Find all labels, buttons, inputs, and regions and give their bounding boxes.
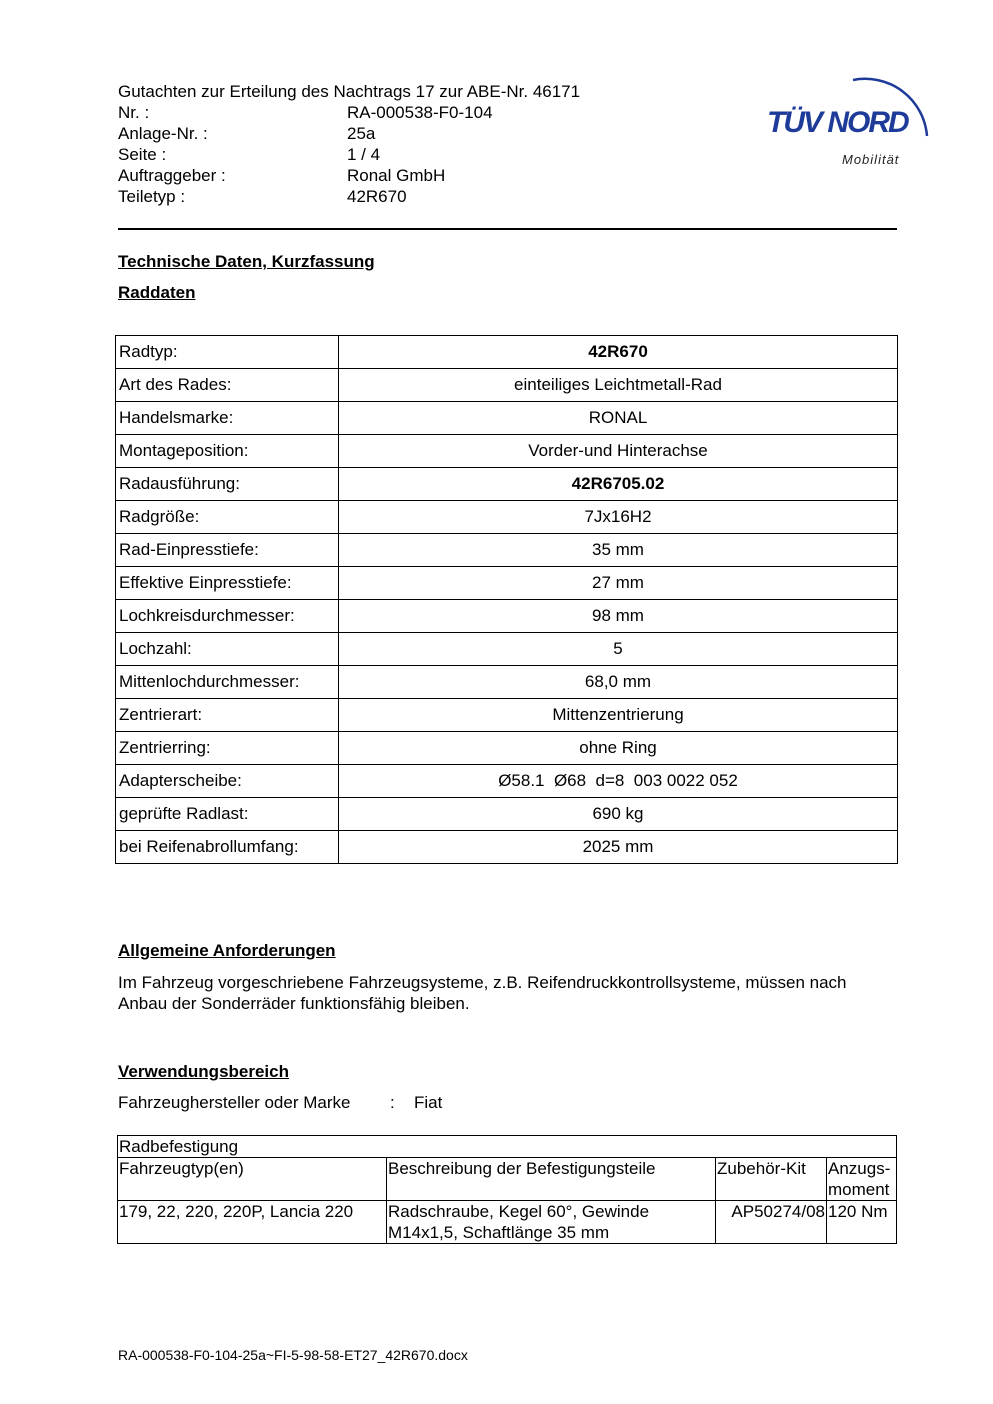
header-zubehoer-kit: Zubehör-Kit: [716, 1158, 827, 1201]
row-value: Mittenzentrierung: [339, 699, 898, 732]
tuv-nord-logo: [765, 58, 940, 173]
header-anzugsmoment: Anzugs-moment: [827, 1158, 897, 1201]
table-row: [116, 666, 898, 699]
row-label: Radausführung:: [116, 468, 339, 501]
row-label: bei Reifenabrollumfang:: [116, 831, 339, 864]
allgemein-heading: Allgemeine Anforderungen: [118, 941, 336, 960]
teiletyp-value: 42R670: [347, 187, 407, 206]
row-label: Mittenlochdurchmesser:: [116, 666, 339, 699]
row-label: Zentrierart:: [116, 699, 339, 732]
table-row: [116, 600, 898, 633]
cell-fahrzeugtyp: 179, 22, 220, 220P, Lancia 220: [118, 1201, 387, 1244]
table-row: [116, 501, 898, 534]
row-value: 42R6705.02: [339, 468, 898, 501]
seite-label: Seite :: [118, 145, 167, 164]
row-value: 27 mm: [339, 567, 898, 600]
row-value: 5: [339, 633, 898, 666]
table-row: [118, 1201, 897, 1244]
row-value: 68,0 mm: [339, 666, 898, 699]
anlage-value: 25a: [347, 124, 376, 143]
section-title: Technische Daten, Kurzfassung: [118, 252, 375, 271]
seite-value: 1 / 4: [347, 145, 381, 164]
nr-value: RA-000538-F0-104: [347, 103, 493, 122]
row-label: Adapterscheibe:: [116, 765, 339, 798]
table-row: [116, 402, 898, 435]
nr-label: Nr. :: [118, 103, 150, 122]
verwendung-heading: Verwendungsbereich: [118, 1062, 289, 1081]
row-label: geprüfte Radlast:: [116, 798, 339, 831]
row-label: Handelsmarke:: [116, 402, 339, 435]
table-row: [116, 633, 898, 666]
row-label: Radgröße:: [116, 501, 339, 534]
hersteller-separator: :: [390, 1093, 395, 1112]
cell-anzugsmoment: 120 Nm: [827, 1201, 897, 1244]
raddaten-heading: Raddaten: [118, 283, 196, 302]
row-value: 2025 mm: [339, 831, 898, 864]
teiletyp-label: Teiletyp :: [118, 187, 186, 206]
table-row: [116, 435, 898, 468]
table-row: [116, 699, 898, 732]
befestigung-caption: Radbefestigung: [118, 1136, 897, 1158]
table-row: [116, 732, 898, 765]
footer-filename: RA-000538-F0-104-25a~FI-5-98-58-ET27_42R670.docx: [118, 1347, 468, 1363]
row-value: 690 kg: [339, 798, 898, 831]
row-label: Lochzahl:: [116, 633, 339, 666]
table-row: [116, 534, 898, 567]
table-header-row: [118, 1158, 897, 1201]
hersteller-label: Fahrzeughersteller oder Marke: [118, 1093, 351, 1112]
logo-subtitle: Mobilität: [842, 152, 900, 167]
row-value: RONAL: [339, 402, 898, 435]
table-row: [116, 369, 898, 402]
cell-beschreibung: Radschraube, Kegel 60°, Gewinde M14x1,5, Schaftlänge 35 mm: [387, 1201, 716, 1244]
header-divider: [118, 228, 897, 230]
allgemein-text: Im Fahrzeug vorgeschriebene Fahrzeugsysteme, z.B. Reifendruckkontrollsysteme, müssen nach Anbau der Sonderräder funktionsfähig bleiben.: [118, 973, 847, 1013]
row-value: 98 mm: [339, 600, 898, 633]
row-value: 7Jx16H2: [339, 501, 898, 534]
header-fahrzeugtyp: Fahrzeugtyp(en): [118, 1158, 387, 1201]
row-value: 35 mm: [339, 534, 898, 567]
table-row: [116, 798, 898, 831]
logo-brand: TÜV NORD: [767, 106, 908, 139]
raddaten-table: [115, 335, 898, 864]
row-label: Radtyp:: [116, 336, 339, 369]
row-label: Montageposition:: [116, 435, 339, 468]
auftraggeber-label: Auftraggeber :: [118, 166, 226, 185]
cell-zubehoer-kit: AP50274/08: [716, 1201, 827, 1244]
hersteller-value: Fiat: [414, 1093, 443, 1112]
header-beschreibung: Beschreibung der Befestigungsteile: [387, 1158, 716, 1201]
table-row: [116, 336, 898, 369]
table-row: [116, 831, 898, 864]
document-title: Gutachten zur Erteilung des Nachtrags 17 zur ABE-Nr. 46171: [118, 82, 581, 101]
row-label: Rad-Einpresstiefe:: [116, 534, 339, 567]
table-caption-row: [118, 1136, 897, 1158]
row-label: Lochkreisdurchmesser:: [116, 600, 339, 633]
auftraggeber-value: Ronal GmbH: [347, 166, 446, 185]
anlage-label: Anlage-Nr. :: [118, 124, 208, 143]
table-row: [116, 468, 898, 501]
row-label: Art des Rades:: [116, 369, 339, 402]
row-value: ohne Ring: [339, 732, 898, 765]
row-value: 42R670: [339, 336, 898, 369]
row-value: Ø58.1 Ø68 d=8 003 0022 052: [339, 765, 898, 798]
table-row: [116, 765, 898, 798]
row-label: Zentrierring:: [116, 732, 339, 765]
row-value: einteiliges Leichtmetall-Rad: [339, 369, 898, 402]
table-row: [116, 567, 898, 600]
row-label: Effektive Einpresstiefe:: [116, 567, 339, 600]
befestigung-table: [117, 1135, 897, 1244]
row-value: Vorder-und Hinterachse: [339, 435, 898, 468]
